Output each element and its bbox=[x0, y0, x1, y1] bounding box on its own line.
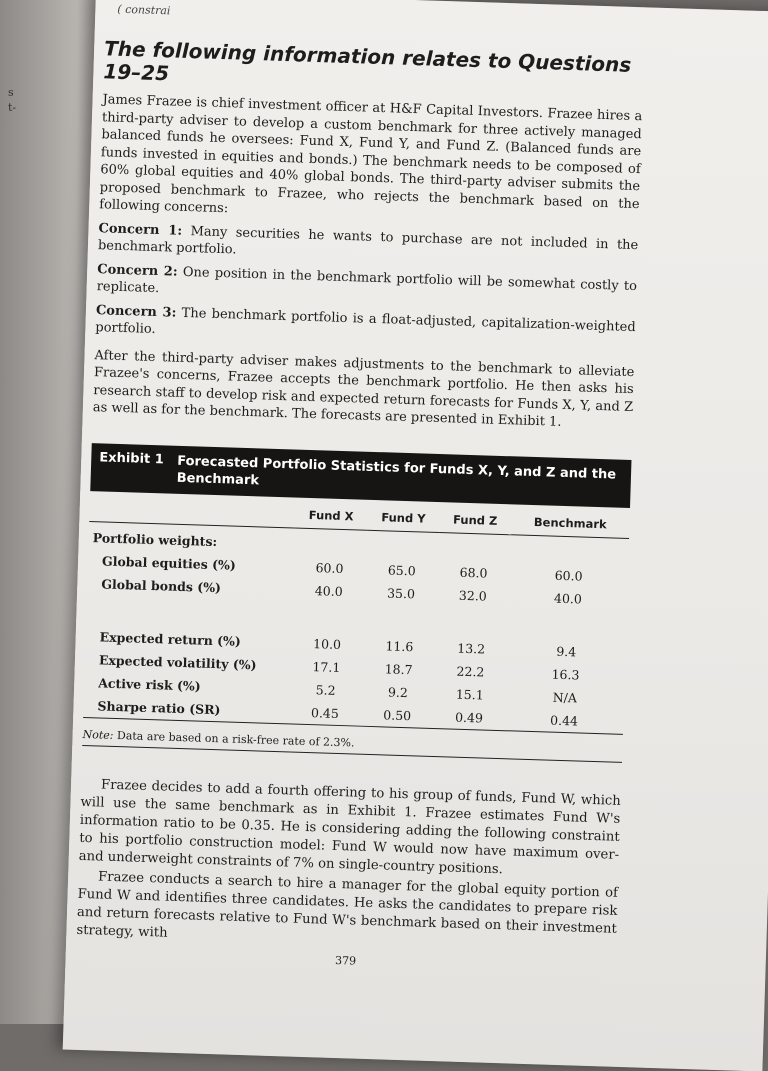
cell: 35.0 bbox=[386, 584, 416, 601]
cell: 68.0 bbox=[459, 564, 488, 581]
top-fragment: ( constrai bbox=[117, 2, 171, 18]
cell: 13.2 bbox=[457, 640, 486, 657]
after-concerns-paragraph: After the third-party adviser makes adjustments to the benchmark to alleviate Frazee's concerns, Frazee accepts the benchmark portfolio. He then asks his research staff to develop risk and expected return forecasts for Funds X, Y, and Z as well as for the benchmark. The forecasts are presented in Exhibit 1. bbox=[92, 347, 635, 430]
left-page-fragment: t- bbox=[8, 101, 17, 114]
section-label: Portfolio weights: bbox=[92, 529, 218, 549]
col-benchmark: Benchmark bbox=[511, 504, 630, 538]
col-fund-y: Fund Y bbox=[367, 499, 440, 532]
exhibit-title: Forecasted Portfolio Statistics for Funds X, Y, and Z and the Benchmark bbox=[176, 453, 617, 488]
cell: 40.0 bbox=[314, 582, 343, 599]
row-label: Sharpe ratio (SR) bbox=[83, 693, 289, 723]
cell: 22.2 bbox=[456, 663, 485, 680]
cell: 10.0 bbox=[312, 635, 342, 652]
cell: 0.49 bbox=[433, 704, 506, 730]
concern-text: One position in the benchmark portfolio will be somewhat costly to replicate. bbox=[96, 264, 638, 297]
row-label: Global bonds (%) bbox=[101, 575, 222, 595]
cell: 0.44 bbox=[505, 707, 624, 734]
cell: 60.0 bbox=[315, 559, 344, 576]
cell: 17.1 bbox=[312, 658, 341, 675]
manager-search-paragraph: Frazee conducts a search to hire a manager for the global equity portion of Fund W and identifies three candidates. He asks the candidates to prepare risk and return forecasts relative to Fund W's benchmark based on their investment strategy, with bbox=[76, 869, 619, 941]
exhibit-1 bbox=[82, 443, 631, 763]
page-content bbox=[76, 2, 646, 975]
row-label: Global equities (%) bbox=[101, 552, 237, 573]
cell: 9.4 bbox=[556, 643, 577, 659]
cell: 11.6 bbox=[385, 637, 414, 654]
exhibit-table bbox=[83, 491, 630, 735]
cell: 5.2 bbox=[315, 681, 336, 698]
book-page bbox=[63, 0, 768, 1071]
left-page-fragment: s bbox=[8, 86, 14, 99]
row-label: Expected return (%) bbox=[99, 628, 242, 649]
section-heading: The following information relates to Questions 19–25 bbox=[103, 36, 632, 86]
col-fund-x: Fund X bbox=[294, 497, 368, 530]
cell: 16.3 bbox=[551, 666, 580, 683]
cell: 32.0 bbox=[458, 587, 488, 604]
fund-w-paragraph: Frazee decides to add a fourth offering to his group of funds, Fund W, which will use the same benchmark as in Exhibit 1. Frazee estimates Fund W's information ratio to be 0.35. He is considering adding the following constraint to his portfolio construction model: Fund W would now have maximum over- and underweight constraints of 7% on single-country positions. bbox=[78, 777, 622, 877]
concern-text: The benchmark portfolio is a float-adjusted, capitalization-weighted portfolio. bbox=[95, 305, 636, 338]
col-fund-z: Fund Z bbox=[439, 502, 512, 535]
cell: N/A bbox=[552, 689, 578, 705]
cell: 15.1 bbox=[455, 686, 484, 703]
intro-paragraph: James Frazee is chief investment officer at H&F Capital Investors. Frazee hires a third-party adviser to develop a custom benchmark for three actively managed balanced funds he oversees: Fund X, Fund Y, and Fund Z. (Balanced funds are funds invested in equities and bonds.) The benchmark needs to be composed of 60% global equities and 40% global bonds. The third-party adviser submits the proposed benchmark to Frazee, who rejects the benchmark based on the following concerns: bbox=[99, 92, 643, 217]
cell: 0.50 bbox=[361, 702, 434, 728]
cell: 0.45 bbox=[288, 700, 361, 726]
cell: 9.2 bbox=[387, 684, 409, 700]
note-text: Data are based on a risk-free rate of 2.3%. bbox=[116, 728, 355, 749]
concern-label: Concern 2: bbox=[96, 261, 178, 280]
concern-text: Many securities he wants to purchase are not included in the benchmark portfolio. bbox=[97, 223, 639, 258]
note-label: Note: bbox=[82, 727, 114, 742]
row-label: Active risk (%) bbox=[98, 674, 201, 694]
concern-label: Concern 3: bbox=[95, 302, 177, 321]
cell: 18.7 bbox=[384, 660, 413, 677]
exhibit-note bbox=[82, 727, 622, 762]
concern-label: Concern 1: bbox=[98, 220, 183, 239]
cell: 40.0 bbox=[553, 590, 583, 607]
exhibit-label: Exhibit 1 bbox=[99, 449, 165, 467]
page-number: 379 bbox=[334, 953, 357, 968]
cell: 60.0 bbox=[554, 567, 583, 584]
row-label: Expected volatility (%) bbox=[98, 651, 257, 672]
cell: 65.0 bbox=[387, 561, 416, 578]
